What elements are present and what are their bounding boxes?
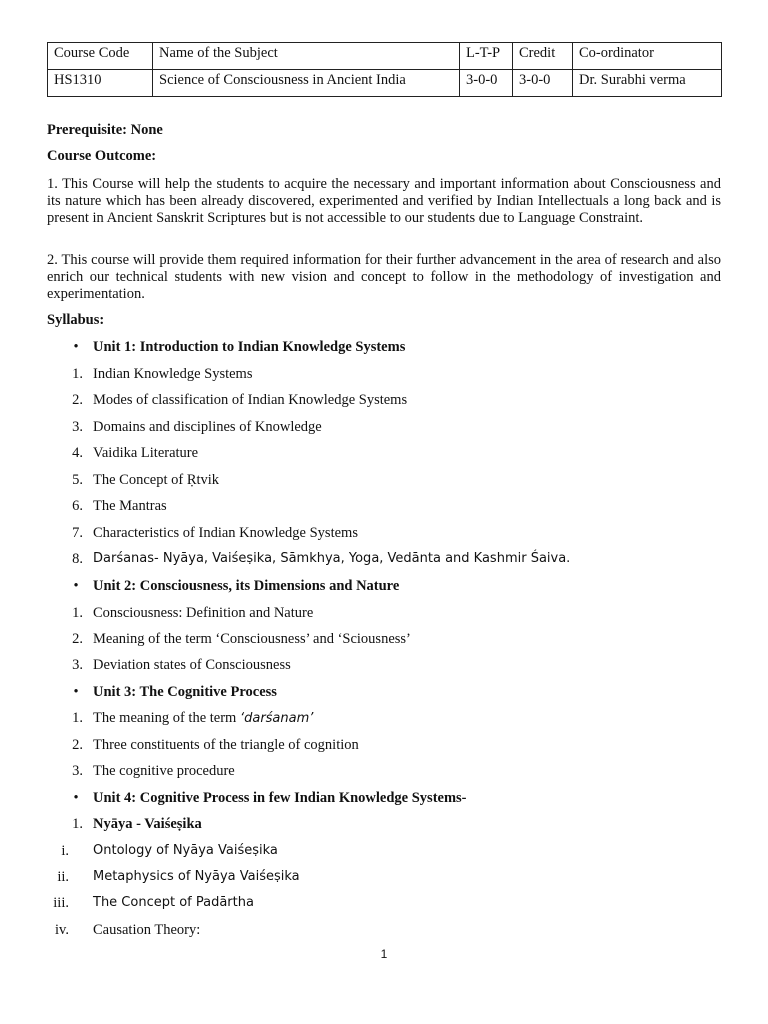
unit-title: Unit 4: Cognitive Process in few Indian Knowledge Systems- [93, 790, 467, 806]
course-outcome-heading: Course Outcome: [47, 148, 157, 164]
header-course-code: Course Code [48, 43, 153, 70]
bullet-icon: • [73, 578, 79, 594]
outcome-paragraph-2: 2. This course will provide them required information for their further advancement in the area of research and also enrich our technical students with new vision and concept to follow in the methodology of investigation and experimentation. [47, 252, 721, 302]
cell-credit: 3-0-0 [513, 70, 573, 97]
page-number: 1 [380, 947, 388, 961]
unit-title: Unit 2: Consciousness, its Dimensions and Nature [93, 578, 400, 594]
header-coordinator: Co-ordinator [573, 43, 722, 70]
header-subject-name: Name of the Subject [153, 43, 460, 70]
unit-title: Unit 1: Introduction to Indian Knowledge Systems [93, 339, 406, 355]
header-credit: Credit [513, 43, 573, 70]
syllabus-heading: Syllabus: [47, 312, 105, 328]
cell-ltp: 3-0-0 [460, 70, 513, 97]
cell-course-code: HS1310 [48, 70, 153, 97]
document-page: Course Code Name of the Subject L-T-P Credit Co-ordinator HS1310 Science of Consciousness in Ancient India 3-0-0 3-0-0 Dr. Surabhi verma Prerequisite: None Course Outcome: 1. This Course will help the students to acquire the necessary and important information about Consciousness and its nature which has been already discovered, experimented and verified by Indian Intellectuals a long back and is present in Ancient Sanskrit Scriptures but is not accessible to our students due to Language Constraint. 2. This course will provide them required information for their further advancement in the area of research and also enrich our technical students with new vision and concept to follow in the methodology of investigation and experimentation. Syllabus: • Unit 1: Introduction to Indian Knowledge Systems 1. Indian Knowledge Systems 2. Modes of classification of Indian Knowledge Systems 3. Domains and disciplines of Knowledge 4. Vaidika Literature 5. The Concept of Ṛtvik 6. The Mantras 7. Characteristics of Indian Knowledge Systems 8. Darśanas- Nyāya, Vaiśeṣika, Sāmkhya, Yoga, Vedānta and Kashmir Śaiva. • Unit 2: Consciousness, its Dimensions and Nature 1. Consciousness: Definition and Nature 2. Meaning of the term ‘Consciousness’ and ‘Sciousness’ 3. Deviation states of Consciousness • Unit 3: The Cognitive Process 1. The meaning of the term ‘darśanam’ 2. Three constituents of the triangle of cognition 3. The cognitive procedure • Unit 4: Cognitive Process in few Indian Knowledge Systems- 1. Nyāya - Vaiśeṣika i. Ontology of Nyāya Vaiśeṣika ii. Metaphysics of Nyāya Vaiśeṣika iii. The Concept of Padārtha iv. Causation Theory: [47, 42, 721, 97]
table-row [48, 70, 722, 97]
course-info-table [47, 42, 722, 97]
cell-coordinator: Dr. Surabhi verma [573, 70, 722, 97]
table-header-row [48, 43, 722, 70]
header-ltp: L-T-P [460, 43, 513, 70]
cell-subject-name: Science of Consciousness in Ancient India [153, 70, 460, 97]
bullet-icon: • [73, 790, 79, 806]
prerequisite-heading: Prerequisite: None [47, 122, 163, 138]
outcome-paragraph-1: 1. This Course will help the students to acquire the necessary and important information about Consciousness and its nature which has been already discovered, experimented and verified by Indian Intellectuals a long back and is present in Ancient Sanskrit Scriptures but is not accessible to our students due to Language Constraint. [47, 176, 721, 226]
bullet-icon: • [73, 684, 79, 700]
unit-title: Unit 3: The Cognitive Process [93, 684, 277, 700]
bullet-icon: • [73, 339, 79, 355]
